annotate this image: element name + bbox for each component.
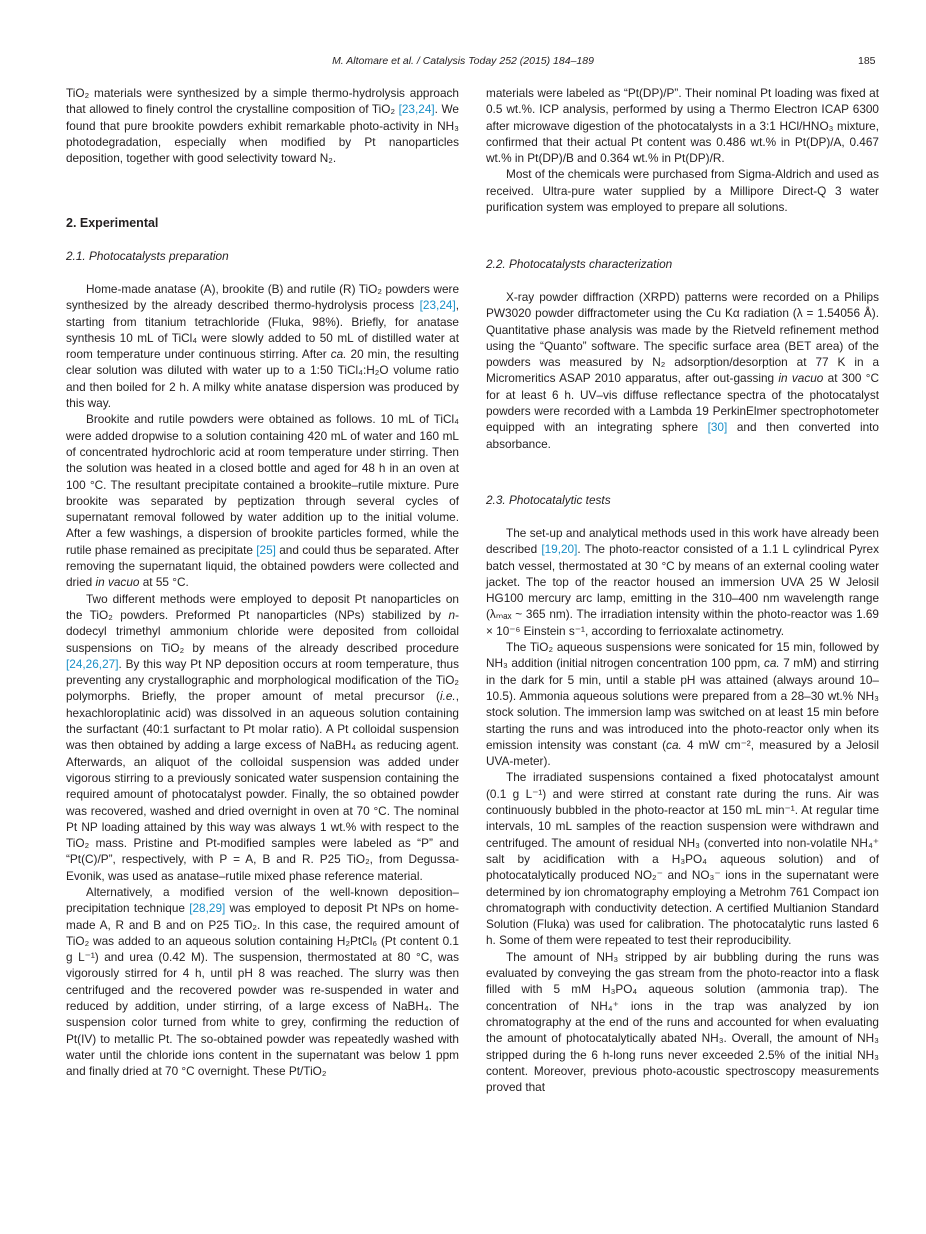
- italic-text: ca.: [763, 656, 780, 671]
- paragraph: [66, 281, 459, 411]
- text-run: The irradiated suspensions contained a fixed photocatalyst amount (0.1 g L⁻¹) and were stirred at constant rate during the runs. Air was continuously bubbled in the photo-reactor at 150 mL min⁻¹. At regular time intervals, 10 mL samples of the reaction suspension were withdrawn and centrifuged. The amount of residual NH₃ (converted into non-volatile NH₄⁺ salt by acidification with a H₃PO₄ aqueous solution) and of photocatalytically produced NO₂⁻ and NO₃⁻ ions in the supernatant were determined by ion chromatography employing a Metrohm 761 Compact ion chromatograph with conductivity detection. A certified Multianion Standard Solution (Fluka) was used for calibration. The photocatalytic runs lasted 6 h. Some of them were repeated to test their reproducibility.: [486, 770, 879, 948]
- paragraph: [486, 525, 879, 639]
- text-run: The amount of NH₃ stripped by air bubbling during the runs was evaluated by conveying the gas stream from the photo-reactor into a flask filled with 5 mM H₃PO₄ aqueous solution (ammonia trap). The concentration of NH₄⁺ ions in the trap was analyzed by ion chromatography at the end of the runs and accounted for when evaluating the amount of photocatalytically abated NH₃. Overall, the amount of NH₃ stripped during the 6 h-long runs never exceeded 2.5% of the initial NH₃ content. Moreover, previous photo-acoustic spectroscopy measurements proved that: [486, 949, 879, 1095]
- characterization-body: [486, 289, 879, 452]
- text-run: and then converted into absorbance.: [486, 420, 879, 451]
- text-run: . By this way Pt NP deposition occurs at room temperature, thus preventing any crystallographic and morphological modification of the TiO₂ polymorphs. Briefly, the proper amount of metal precursor (: [66, 656, 459, 704]
- italic-text: in vacuo: [95, 575, 140, 590]
- citation-link[interactable]: [24,26,27]: [66, 656, 119, 671]
- citation-link[interactable]: [23,24]: [419, 298, 456, 313]
- italic-text: ca.: [666, 737, 682, 752]
- text-run: 7 mM) and stirring in the dark for 5 min, until a stable pH was attained (always around 10–10.5). Ammonia aqueous solutions were prepared from a 28–30 wt.% NH₃ stock solution. The immersion lamp was switched on at least 15 min before starting the runs and was introduced into the photo-reactor only when its emission intensity was constant (: [486, 656, 879, 752]
- text-run: and could thus be separated. After removing the supernatant liquid, the obtained powders were collected and dried: [66, 542, 460, 590]
- section-heading-experimental: 2. Experimental: [66, 216, 159, 230]
- tests-body: [486, 525, 879, 1095]
- text-run: . The photo-reactor consisted of a 1.1 L cylindrical Pyrex batch vessel, thermostated at 30 °C by means of an external cooling water jacket. The top of the reactor housed an immersion UVA 25 W Jelosil HG100 mercury arc lamp, emitting in the 310–400 nm wavelength range (λₘₐₓ ~ 365 nm). The irradiation intensity within the photo-reactor was 1.69 × 10⁻⁶ Einstein s⁻¹, according to ferrioxalate actinometry.: [486, 542, 879, 638]
- text-run: Home-made anatase (A), brookite (B) and rutile (R) TiO₂ powders were synthesized by the already described thermo-hydrolysis process: [66, 282, 459, 313]
- running-header: M. Altomare et al. / Catalysis Today 252 (2015) 184–189: [332, 55, 594, 67]
- text-run: was employed to deposit Pt NPs on home-made A, R and B and on P25 TiO₂. In this case, the required amount of TiO₂ was added to an aqueous solution containing H₂PtCl₆ (Pt content 0.1 g L⁻¹) and urea (0.42 M). The suspension, thermostated at 80 °C, was vigorously stirred for 4 h, until pH 8 was reached. The slurry was then centrifuged and the recovered powder was re-suspended in water and reduced by addition, under stirring, of a large excess of NaBH₄. The suspension color turned from white to grey, confirming the reduction of Pt(IV) to metallic Pt. The so-obtained powder was repeatedly washed with water until the chloride ions content in the supernatant was below 1 ppm and finally dried at 70 °C overnight. These Pt/TiO₂: [66, 901, 459, 1079]
- paragraph: [66, 411, 459, 590]
- subsection-heading-tests: 2.3. Photocatalytic tests: [486, 493, 611, 507]
- intro-block: [66, 85, 459, 166]
- subsection-heading-characterization: 2.2. Photocatalysts characterization: [486, 257, 673, 271]
- text-run: at 55 °C.: [139, 575, 189, 590]
- text-run: TiO₂ materials were synthesized by a simple thermo-hydrolysis approach that allowed to finely control the crystalline composition of TiO₂: [66, 86, 459, 117]
- text-run: at 300 °C for at least 6 h. UV–vis diffuse reflectance spectra of the photocatalyst powders were recorded with a Lambda 19 PerkinElmer spectrophotometer equipped with an integrating sphere: [486, 371, 879, 435]
- text-run: , hexachloroplatinic acid) was dissolved in an aqueous solution containing the surfactant (40:1 surfactant to Pt molar ratio). A Pt colloidal suspension was then obtained by adding a large excess of NaBH₄ as reducing agent. Afterwards, an aliquot of the colloidal suspension was added under vigorous stirring to a previously sonicated water suspension containing the required amount of photocatalyst powder. Finally, the so obtained powder was recovered, washed and dried overnight in oven at 70 °C. The nominal Pt NP loading attained by this way was always 1 wt.% with respect to the TiO₂ mass. Pristine and Pt-modified samples were labeled as “P” and “Pt(C)/P”, respectively, with P = A, B and R. P25 TiO₂, from Degussa-Evonik, was used as anatase–rutile mixed phase reference material.: [66, 689, 459, 883]
- text-run: Brookite and rutile powders were obtained as follows. 10 mL of TiCl₄ were added dropwise to a solution containing 420 mL of water and 160 mL of concentrated hydrochloric acid at room temperature under stirring. Then the solution was heated in a closed bottle and aged for 48 h in an oven at 100 °C. The resultant precipitate contained a brookite–rutile mixture. Pure brookite was separated by peptization through several cycles of supernatant removal followed by water addition up to the initial volume. After a few washings, a dispersion of brookite particles formed, while the rutile phase remained as precipitate: [66, 412, 459, 557]
- paragraph: [486, 85, 879, 166]
- citation-link[interactable]: [19,20]: [541, 542, 578, 557]
- citation-link[interactable]: [28,29]: [189, 901, 226, 916]
- text-run: X-ray powder diffraction (XRPD) patterns were recorded on a Philips PW3020 powder diffractometer using the Cu Kα radiation (λ = 1.54056 Å). Quantitative phase analysis was made by the Rietveld refinement method using the “Quanto” software. The specific surface area (BET area) of the powders was measured by N₂ adsorption/desorption at 77 K in a Micromeritics ASAP 2010 apparatus, after out-gassing: [486, 290, 879, 386]
- paragraph: [486, 769, 879, 948]
- citation-link[interactable]: [30]: [707, 420, 728, 435]
- text-run: , starting from titanium tetrachloride (Fluka, 98%). Briefly, for anatase synthesis 10 mL of TiCl₄ were slowly added to 50 mL of distilled water at room temperature under continuous stirring. After: [66, 298, 459, 362]
- paragraph: [486, 289, 879, 452]
- citation-link[interactable]: [25]: [256, 542, 276, 557]
- paragraph: [66, 884, 459, 1080]
- italic-text: i.e.: [439, 689, 456, 704]
- italic-text: ca.: [330, 347, 347, 362]
- text-run: Two different methods were employed to deposit Pt nanoparticles on the TiO₂ powders. Preformed Pt nanoparticles (NPs) stabilized by: [66, 591, 459, 622]
- preparation-body: [66, 281, 459, 1080]
- text-run: materials were labeled as “Pt(DP)/P”. Their nominal Pt loading was fixed at 0.5 wt.%. ICP analysis, performed by using a Thermo Electron ICAP 6300 after microwave digestion of the photocatalysts in a 3:1 HCl/HNO₃ mixture, confirmed that their actual Pt content was 0.486 wt.% in Pt(DP)/A, 0.467 wt.% in Pt(DP)/B and 0.364 wt.% in Pt(DP)/R.: [486, 86, 879, 166]
- text-run: . We found that pure brookite powders exhibit remarkable photo-activity in NH₃ photodegradation, especially when modified by Pt nanoparticles deposition, together with good selectivity toward N₂.: [66, 102, 459, 166]
- paragraph: [486, 949, 879, 1096]
- text-run: The set-up and analytical methods used in this work have already been described: [486, 526, 879, 557]
- right-intro-block: [486, 85, 879, 215]
- text-run: Most of the chemicals were purchased from Sigma-Aldrich and used as received. Ultra-pure water supplied by a Millipore Direct-Q 3 water purification system was employed to prepare all solutions.: [486, 167, 879, 215]
- text-run: The TiO₂ aqueous suspensions were sonicated for 15 min, followed by NH₃ addition (initial nitrogen concentration 100 ppm,: [486, 640, 879, 671]
- paragraph: [486, 166, 879, 215]
- italic-text: n: [448, 607, 456, 622]
- intro-paragraph: [66, 85, 459, 166]
- text-run: 20 min, the resulting clear solution was diluted with water up to a 1:50 TiCl₄:H₂O volume ratio and then boiled for 2 h. A milky white anatase dispersion was produced by this way.: [66, 347, 459, 411]
- text-run: Alternatively, a modified version of the well-known deposition–precipitation technique: [66, 884, 459, 916]
- paragraph: [66, 591, 459, 884]
- text-run: 4 mW cm⁻², measured by a Jelosil UVA-meter).: [486, 737, 879, 769]
- text-run: -dodecyl trimethyl ammonium chloride were deposited from colloidal suspensions on TiO₂ by means of the already described procedure: [66, 607, 459, 655]
- page-number: 185: [858, 55, 876, 67]
- paragraph: [486, 639, 879, 769]
- subsection-heading-preparation: 2.1. Photocatalysts preparation: [66, 249, 229, 263]
- italic-text: in vacuo: [778, 371, 824, 386]
- citation-link[interactable]: [23,24]: [398, 102, 435, 117]
